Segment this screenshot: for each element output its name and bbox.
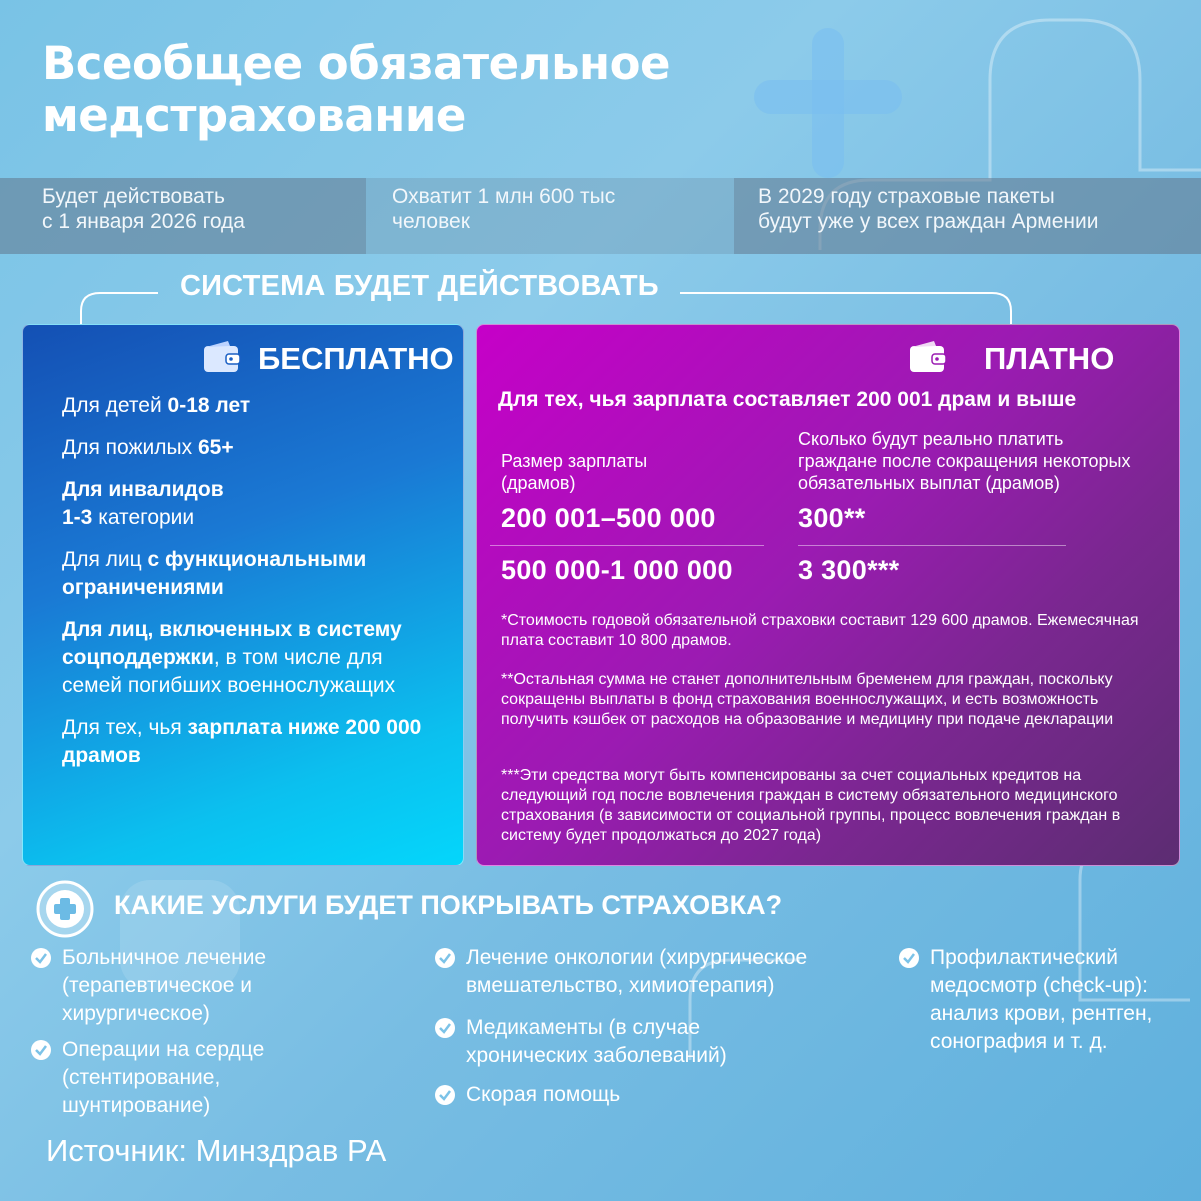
salary-column-header: Размер зарплаты (драмов) bbox=[501, 451, 648, 493]
free-item-low-salary: Для тех, чья зарплата ниже 200 000 драмов bbox=[62, 716, 422, 767]
service-item bbox=[434, 944, 874, 1000]
footnote-1: *Стоимость годовой обязательной страховки составит 129 600 драмов. Ежемесячная плата составит 10 800 драмов. bbox=[501, 612, 1139, 649]
page-title: Всеобщее обязательное медстрахование bbox=[42, 37, 671, 142]
free-item-elderly: Для пожилых 65+ bbox=[62, 436, 234, 459]
paid-subtitle: Для тех, чья зарплата составляет 200 001 драм и выше bbox=[498, 388, 1077, 411]
payment-amount-1: 300** bbox=[798, 503, 866, 533]
service-label: Операции на сердце (стентирование, шунтирование) bbox=[62, 1038, 265, 1117]
medical-cross-icon bbox=[36, 880, 94, 938]
wallet-icon bbox=[908, 340, 948, 374]
service-item bbox=[434, 1014, 794, 1070]
free-item-social-support: Для лиц, включенных в систему соцподдержки, в том числе для семей погибших военнослужащих bbox=[62, 618, 402, 697]
service-label: Профилактический медосмотр (check-up): анализ крови, рентген, сонография и т. д. bbox=[930, 946, 1153, 1053]
source-credit: Источник: Минздрав РА bbox=[46, 1133, 387, 1168]
check-icon bbox=[30, 1039, 52, 1061]
service-item bbox=[30, 944, 330, 1028]
service-item bbox=[30, 1036, 330, 1120]
check-icon bbox=[434, 1084, 456, 1106]
check-icon bbox=[434, 947, 456, 969]
payment-amount-2: 3 300*** bbox=[798, 555, 900, 585]
wallet-icon bbox=[202, 340, 242, 374]
service-label: Лечение онкологии (хирургическое вмешательство, химиотерапия) bbox=[466, 946, 808, 997]
service-label: Скорая помощь bbox=[466, 1083, 621, 1106]
info-2029-goal: В 2029 году страховые пакеты будут уже у всех граждан Армении bbox=[734, 178, 1201, 254]
salary-range-1: 200 001–500 000 bbox=[501, 503, 716, 533]
free-list bbox=[62, 392, 442, 784]
salary-range-2: 500 000-1 000 000 bbox=[501, 555, 733, 585]
coverage-heading: КАКИЕ УСЛУГИ БУДЕТ ПОКРЫВАТЬ СТРАХОВКА? bbox=[114, 890, 783, 920]
payment-column-header: Сколько будут реально платить граждане после сокращения некоторых обязательных выплат (драмов) bbox=[798, 429, 1131, 493]
free-item-children: Для детей 0-18 лет bbox=[62, 394, 251, 417]
info-bar bbox=[0, 178, 1201, 254]
free-item-functional: Для лиц с функциональными ограничениями bbox=[62, 548, 367, 599]
row-divider bbox=[798, 545, 1066, 546]
info-start-date: Будет действовать с 1 января 2026 года bbox=[0, 178, 366, 254]
footnote-2: **Остальная сумма не станет дополнительным бременем для граждан, поскольку сокращены выплаты в фонд страхования военнослужащих, и есть возможность получить кэшбек от расходов на образование и медицину при подаче декларации bbox=[501, 671, 1114, 728]
check-icon bbox=[30, 947, 52, 969]
info-coverage-count: Охватит 1 млн 600 тыс человек bbox=[366, 178, 734, 254]
footnote-3: ***Эти средства могут быть компенсированы за счет социальных кредитов на следующий год после вовлечения граждан в систему обязательного медицинского страхования (в зависимости от социальной группы, процесс вовлечения граждан в систему будет продолжаться до 2027 года) bbox=[501, 767, 1121, 844]
check-icon bbox=[434, 1017, 456, 1039]
row-divider bbox=[490, 545, 764, 546]
check-icon bbox=[898, 947, 920, 969]
service-label: Медикаменты (в случае хронических заболеваний) bbox=[466, 1016, 727, 1067]
paid-heading: ПЛАТНО bbox=[984, 341, 1115, 376]
service-label: Больничное лечение (терапевтическое и хирургическое) bbox=[62, 946, 267, 1025]
system-heading: СИСТЕМА БУДЕТ ДЕЙСТВОВАТЬ bbox=[180, 270, 659, 302]
free-heading: БЕСПЛАТНО bbox=[258, 341, 454, 376]
service-item bbox=[434, 1081, 794, 1109]
free-item-disabled: Для инвалидов 1-3 категории bbox=[62, 478, 224, 529]
service-item bbox=[898, 944, 1193, 1056]
